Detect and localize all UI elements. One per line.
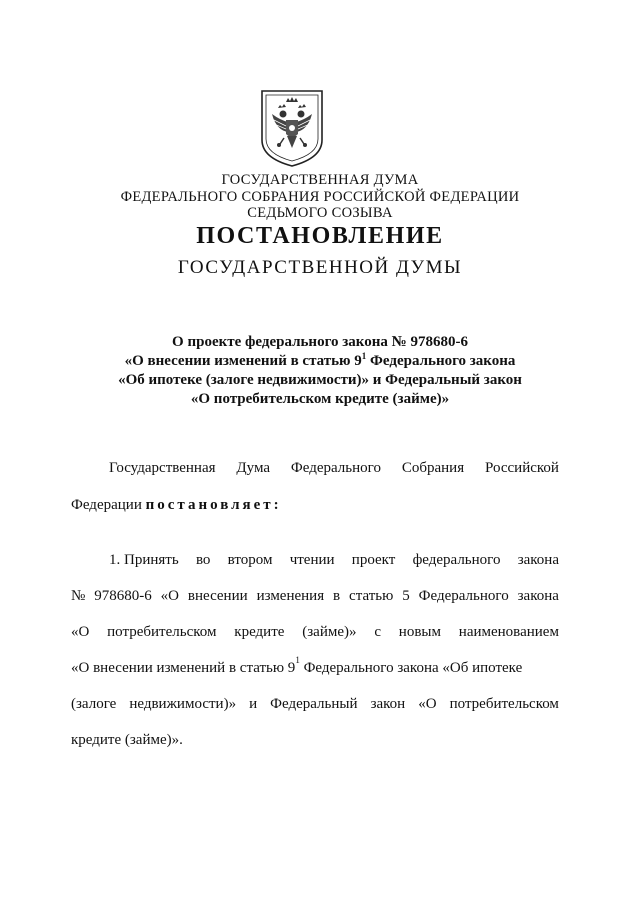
item1-line-3: «О потребительском кредите (займе)» с новым наименованием: [71, 624, 559, 640]
document-subtitle: ГОСУДАРСТВЕННОЙ ДУМЫ: [177, 257, 463, 278]
header-federal-assembly: ФЕДЕРАЛЬНОГО СОБРАНИЯ РОССИЙСКОЙ ФЕДЕРАЦИИ: [120, 189, 520, 205]
subject-line-2: «О внесении изменений в статью $9^1$ Федерального закона: [124, 351, 516, 369]
preamble-line-2: Федерации постановляет:: [71, 497, 282, 513]
item1-line-6: кредите (займе)».: [71, 732, 183, 748]
item1-line-5: (залоге недвижимости)» и Федеральный закон «О потребительском: [71, 696, 559, 712]
header-duma: ГОСУДАРСТВЕННАЯ ДУМА: [221, 172, 419, 188]
subject-line-4: «О потребительском кредите (займе)»: [190, 391, 450, 407]
item1-line-4: «О внесении изменений в статью 9 1 Федерального закона «Об ипотеке: [71, 655, 523, 676]
subject-line-1: О проекте федерального закона № 978680-6: [172, 334, 468, 350]
subject-line-3: «Об ипотеке (залоге недвижимости)» и Федеральный закон: [118, 372, 522, 388]
preamble-line-1: Государственная Дума Федерального Собрания Российской: [109, 460, 559, 476]
item1-line-1: 1. Принять во втором чтении проект федерального закона: [109, 552, 559, 568]
header-convocation: СЕДЬМОГО СОЗЫВА: [247, 205, 393, 221]
document-title: ПОСТАНОВЛЕНИЕ: [196, 223, 444, 249]
coat-of-arms-emblem: [258, 88, 326, 168]
item1-line-2: № 978680-6 «О внесении изменения в статью 5 Федерального закона: [71, 588, 559, 604]
